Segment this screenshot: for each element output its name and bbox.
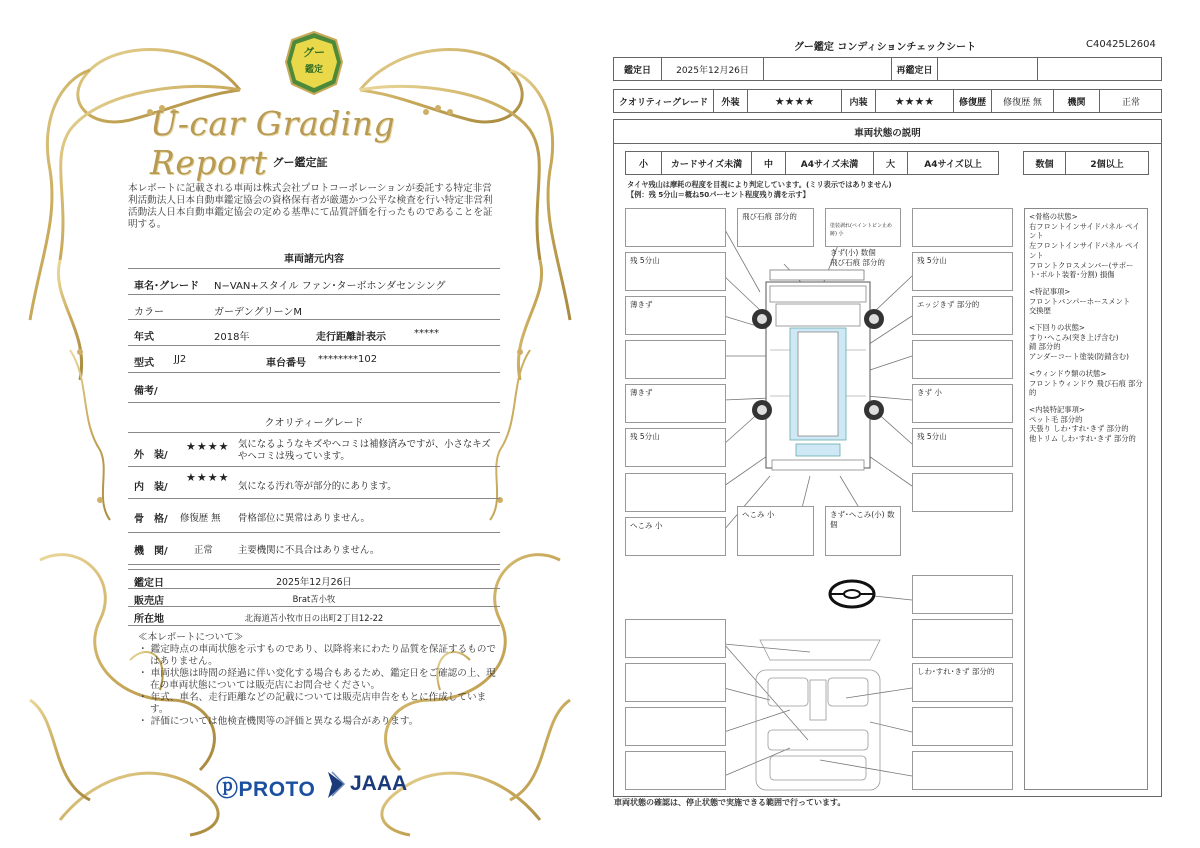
interior-label: 内 装/: [134, 482, 168, 493]
note-box: [625, 340, 726, 379]
rear-left-note: へこみ 小: [625, 517, 726, 556]
note-box: [625, 707, 726, 746]
window-remarks: <ウィンドウ類の状態> フロントウィンドウ 飛び石痕 部分的: [1029, 368, 1143, 398]
odometer-label: 走行距離計表示: [316, 332, 386, 343]
interior-stars: ★★★★: [186, 471, 230, 484]
count-legend: [1023, 151, 1149, 175]
note-box: [912, 208, 1013, 247]
notes-title: ≪本レポートについて≫: [138, 632, 244, 643]
sheet-title: グー鑑定 コンディションチェックシート: [793, 42, 977, 53]
exterior-row: [128, 433, 500, 467]
size-mid: 中: [752, 152, 786, 174]
steering-wheel-icon: [830, 581, 874, 607]
sheet-code: C40425L2604: [1086, 39, 1156, 50]
remarks-label: 備考/: [134, 386, 158, 397]
note-box: [912, 575, 1013, 614]
quality-header-row: [613, 89, 1162, 113]
type-label: 型式: [134, 358, 154, 369]
dealer-row: [128, 589, 500, 607]
left-rear-note: 薄きず: [625, 384, 726, 423]
note-item: ・ 評価については他検査機関等の評価と異なる場合があります。: [138, 716, 419, 727]
badge-top-text: グー: [303, 46, 325, 59]
note-box: [625, 473, 726, 512]
count-label: 数個: [1024, 152, 1066, 174]
size-small: 小: [626, 152, 662, 174]
sheet-exterior-label: 外装: [714, 90, 748, 112]
quality-section-title: クオリティーグレード: [264, 418, 364, 429]
frame-value: 修復歴 無: [180, 513, 221, 524]
tire-note: タイヤ残山は摩耗の程度を目視により判定しています。(ミリ表示ではありません): [627, 180, 892, 189]
sheet-footer-note: 車両状態の確認は、停止状態で実施できる範囲で行っています。: [614, 798, 846, 807]
left-front-note: 薄きず: [625, 296, 726, 335]
sheet-quality-label: クオリティーグレード: [614, 90, 714, 112]
year-label: 年式: [134, 332, 154, 343]
address-label: 所在地: [134, 614, 164, 625]
model-value: N−VAN+スタイル ファン･ターボホンダセンシング: [214, 281, 446, 292]
jaaa-emblem-icon: [326, 770, 346, 800]
note-item: ・ 鑑定時点の車両状態を示すものであり、以降将来にわたり品質を保証するものではありません。: [138, 644, 497, 667]
exterior-text: 気になるようなキズやヘコミは補修済みですが、小さなキズやヘコミは残っています。: [238, 439, 491, 462]
tire-front-right: 残 5分山: [912, 252, 1013, 291]
dealer-label: 販売店: [134, 596, 164, 607]
certificate-heading: グー鑑定証: [272, 156, 328, 169]
empty-cell: [1038, 58, 1162, 80]
count-desc: 2個以上: [1090, 159, 1124, 170]
frame-row: [128, 499, 500, 533]
footer-logos: [216, 768, 416, 804]
badge-bottom-text: 鑑定: [304, 65, 323, 75]
note-box: [625, 663, 726, 702]
model-row: [128, 269, 500, 295]
special-remarks: <特記事項> フロントバンパーホースメント 交換歴: [1029, 286, 1131, 316]
size-big-desc: A4サイズ以上: [924, 159, 982, 170]
condition-remarks: [1024, 208, 1148, 790]
date-row: [128, 569, 500, 589]
frame-remarks: <骨格の状態> 右フロントインサイドパネル ペイント 左フロントインサイドパネル ペイント フロントクロスメンバー(サポート･ボルト装着･分割) 損傷: [1029, 212, 1140, 280]
proto-logo: ⓟPROTO: [216, 776, 316, 801]
odometer-value: *****: [414, 328, 439, 339]
model-label: 車名･グレード: [134, 281, 199, 292]
size-mid-desc: A4サイズ未満: [786, 152, 874, 174]
engine-row: [128, 533, 500, 565]
note-box: [912, 340, 1013, 379]
tire-front-left: 残 5分山: [625, 252, 726, 291]
right-rear-note: きず 小: [912, 384, 1013, 423]
interior-text: 気になる汚れ等が部分的にあります。: [238, 481, 397, 492]
underbody-remarks: <下回りの状態> すり･へこみ(突き上げ含む) 錆 部分的 アンダーコート塗装(防錆含む): [1029, 323, 1129, 362]
note-box: [912, 751, 1013, 790]
date-value: 2025年12月26日: [276, 577, 352, 588]
empty-cell: [764, 58, 892, 80]
exterior-label: 外 装/: [134, 450, 168, 461]
certificate-statement: 本レポートに記載される車両は株式会社プロトコーポレーションが委託する特定非営利活動法人日本自動車鑑定協会の資格保有者が厳選かつ公平な検査を行い特定非営利活動法人日本自動車鑑定協会の定める基準にて品質評価を行ったものであることを証明する。: [128, 183, 493, 230]
sheet-interior-stars: ★★★★: [876, 90, 954, 112]
interior-row: [128, 467, 500, 499]
sheet-date-value: 2025年12月26日: [662, 58, 764, 80]
date-label: 鑑定日: [134, 578, 164, 589]
interior-right-note: しわ･すれ･きず 部分的: [912, 663, 1013, 702]
frame-label: 骨 格/: [134, 514, 168, 525]
color-label: カラー: [134, 307, 164, 318]
sheet-repair-label: 修復歴: [954, 90, 992, 112]
color-value: ガーデングリーンM: [214, 307, 303, 318]
report-notes: [138, 632, 498, 728]
sheet-engine-value: 正常: [1121, 97, 1140, 108]
sheet-interior-label: 内装: [842, 90, 876, 112]
year-value: 2018年: [214, 332, 250, 343]
interior-remarks: <内装特記事項> ペット毛 部分的 天張り しわ･すれ･きず 部分的 他トリム しわ･すれ･きず 部分的: [1029, 404, 1136, 444]
type-row: [128, 346, 500, 373]
type-value: JJ2: [174, 354, 187, 365]
year-row: [128, 320, 500, 346]
reinspect-label: 再鑑定日: [892, 58, 938, 80]
note-box: [625, 751, 726, 790]
section-title: 車両状態の説明: [614, 120, 1161, 144]
address-value: 北海道苫小牧市日の出町2丁目12-22: [244, 613, 384, 623]
chassis-value: ********102: [318, 354, 378, 365]
front-center-note: 飛び石痕 部分的: [737, 208, 814, 247]
car-top-view: [766, 282, 870, 470]
note-box: [912, 707, 1013, 746]
dealer-value: Brat苫小牧: [292, 594, 336, 604]
sheet-engine-label: 機関: [1054, 90, 1100, 112]
engine-value: 正常: [194, 545, 213, 556]
chassis-label: 車台番号: [266, 358, 306, 369]
sheet-exterior-stars: ★★★★: [748, 90, 842, 112]
certificate-title: U-car Grading Report: [150, 104, 396, 182]
engine-text: 主要機関に不具合はありません。: [238, 545, 380, 556]
right-front-note: エッジきず 部分的: [912, 296, 1013, 335]
note-box: [625, 619, 726, 658]
front-right-note: 塗装剥れ(ペイントピン止め跡) 小 きず(小) 数個 飛び石痕 部分的: [825, 208, 901, 247]
note-box: [912, 619, 1013, 658]
note-box: [912, 473, 1013, 512]
note-item: ・ 車両状態は時間の経過に伴い変化する場合もあるため、鑑定日をご確認の上、現在の車両状態については販売店にお問合せください。: [138, 668, 496, 691]
rear-center-note: へこみ 小: [737, 506, 814, 556]
size-big: 大: [874, 152, 908, 174]
exterior-stars: ★★★★: [186, 440, 230, 453]
date-header-row: [613, 57, 1162, 81]
note-item: ・ 年式、車名、走行距離などの記載については販売店申告をもとに作成しています。: [138, 692, 487, 715]
engine-label: 機 関/: [134, 546, 168, 557]
sheet-date-label: 鑑定日: [614, 58, 662, 80]
tire-example-note: 【例：残 5分山＝概ね50パーセント程度残り溝を示す】: [627, 190, 810, 199]
address-row: [128, 607, 500, 626]
jaaa-logo: JAAA: [350, 772, 408, 795]
size-legend: [625, 151, 999, 175]
tire-rear-right: 残 5分山: [912, 428, 1013, 467]
tire-rear-left: 残 5分山: [625, 428, 726, 467]
specs-section-title: 車両諸元内容: [284, 254, 344, 265]
sheet-repair-value: 修復歴 無: [992, 90, 1054, 112]
note-box: [625, 208, 726, 247]
reinspect-value: [938, 58, 1038, 80]
frame-text: 骨格部位に異常はありません。: [238, 513, 370, 524]
remarks-row: [128, 373, 500, 403]
size-small-desc: カードサイズ未満: [662, 152, 752, 174]
rear-right-note: きず･へこみ(小) 数個: [825, 506, 901, 556]
color-row: [128, 295, 500, 320]
